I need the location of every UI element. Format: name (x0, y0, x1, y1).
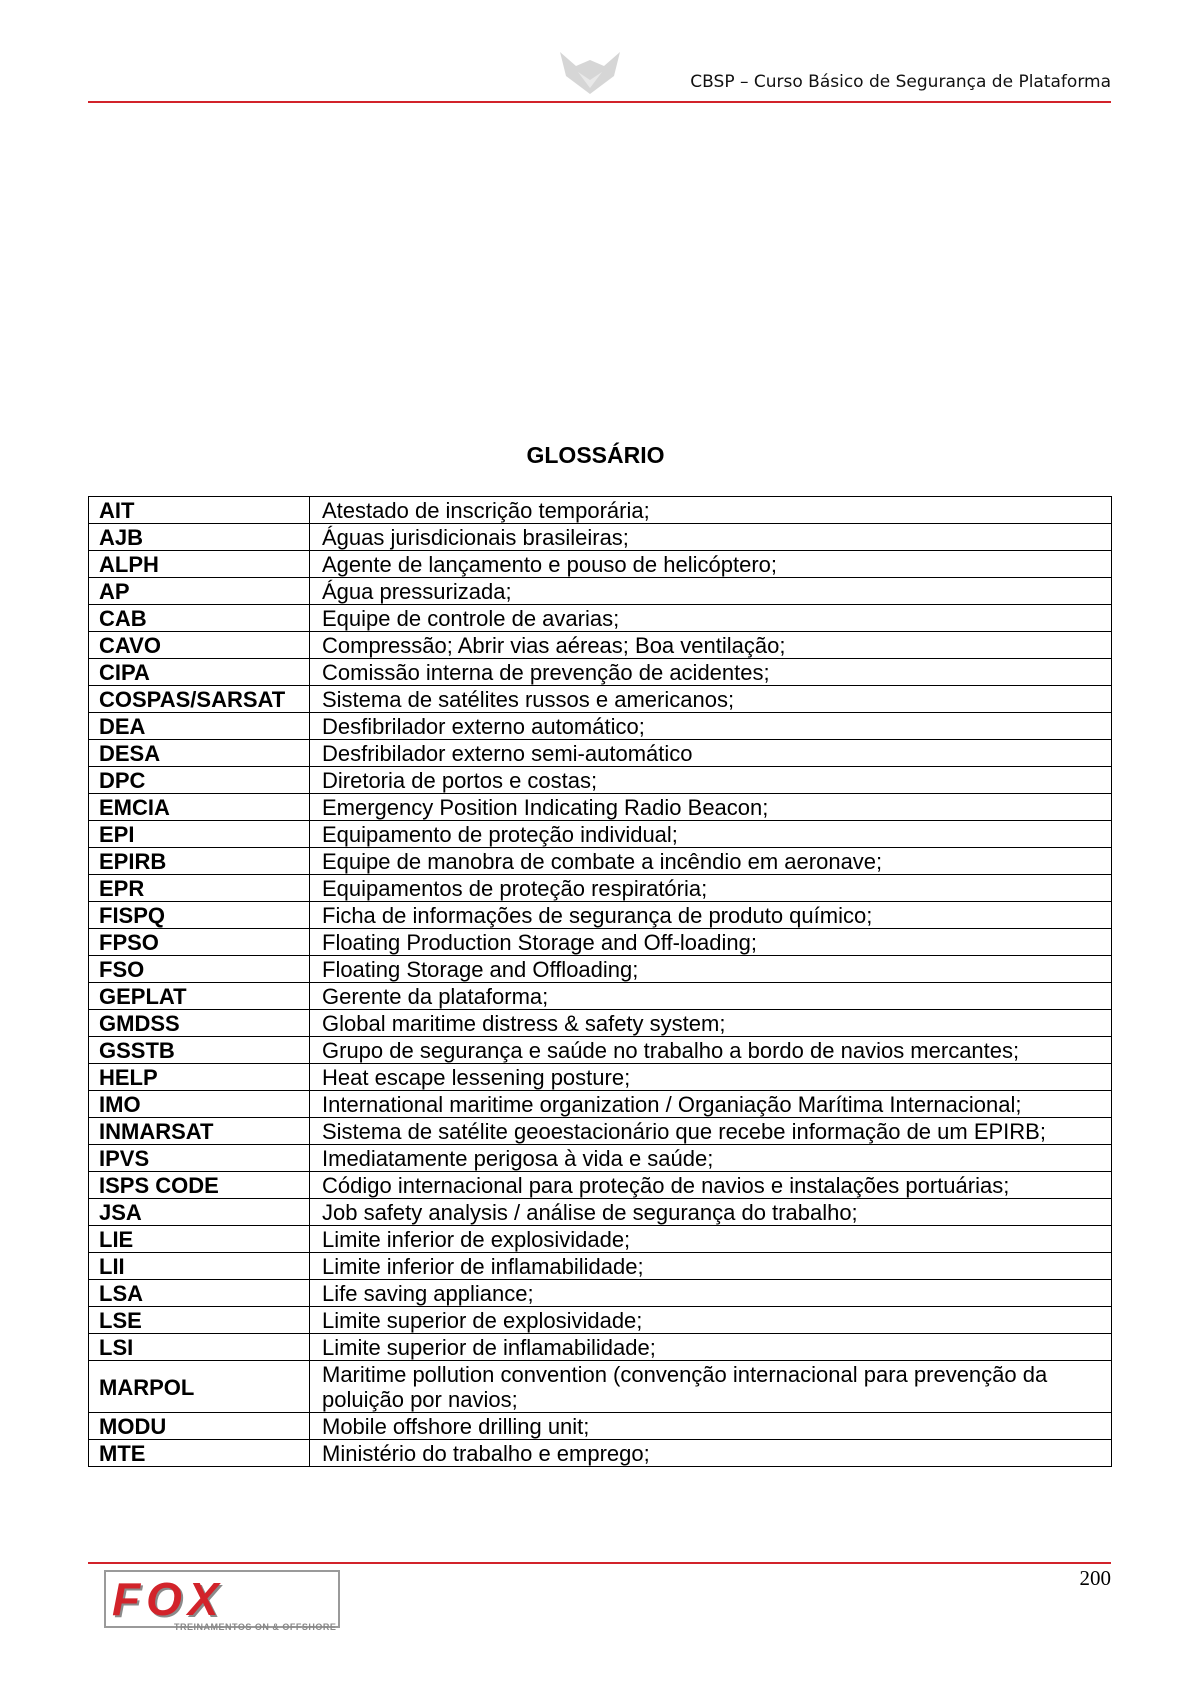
glossary-definition: Maritime pollution convention (convenção internacional para prevenção da poluição por navios; (310, 1361, 1112, 1413)
glossary-definition: Gerente da plataforma; (310, 983, 1112, 1010)
table-row (89, 1145, 1112, 1172)
glossary-term: DEA (89, 713, 310, 740)
glossary-definition: Ficha de informações de segurança de produto químico; (310, 902, 1112, 929)
fox-head-watermark-icon (556, 50, 624, 96)
glossary-term: AJB (89, 524, 310, 551)
glossary-term: CAVO (89, 632, 310, 659)
glossary-definition: Sistema de satélite geoestacionário que recebe informação de um EPIRB; (310, 1118, 1112, 1145)
glossary-term: COSPAS/SARSAT (89, 686, 310, 713)
table-row (89, 1010, 1112, 1037)
table-row (89, 875, 1112, 902)
glossary-definition: Desfribilador externo semi-automático (310, 740, 1112, 767)
table-row (89, 578, 1112, 605)
glossary-term: FPSO (89, 929, 310, 956)
glossary-term: HELP (89, 1064, 310, 1091)
logo-subtitle: TREINAMENTOS ON & OFFSHORE (174, 1622, 337, 1632)
footer-divider (88, 1562, 1111, 1564)
glossary-definition: Águas jurisdicionais brasileiras; (310, 524, 1112, 551)
glossary-definition: Compressão; Abrir vias aéreas; Boa ventilação; (310, 632, 1112, 659)
table-row (89, 524, 1112, 551)
glossary-definition: Floating Production Storage and Off-loading; (310, 929, 1112, 956)
glossary-definition: Agente de lançamento e pouso de helicóptero; (310, 551, 1112, 578)
glossary-term: FISPQ (89, 902, 310, 929)
glossary-term: AIT (89, 497, 310, 524)
fox-logo-icon (104, 1570, 344, 1632)
glossary-term: CAB (89, 605, 310, 632)
glossary-term: MODU (89, 1413, 310, 1440)
glossary-term: MARPOL (89, 1361, 310, 1413)
table-row (89, 1118, 1112, 1145)
glossary-definition: Água pressurizada; (310, 578, 1112, 605)
header-divider (88, 101, 1111, 103)
glossary-definition: Limite inferior de explosividade; (310, 1226, 1112, 1253)
glossary-definition: Desfibrilador externo automático; (310, 713, 1112, 740)
table-row (89, 1091, 1112, 1118)
table-row (89, 551, 1112, 578)
table-row (89, 1253, 1112, 1280)
glossary-definition: Comissão interna de prevenção de acidentes; (310, 659, 1112, 686)
glossary-term: LSA (89, 1280, 310, 1307)
glossary-definition: Imediatamente perigosa à vida e saúde; (310, 1145, 1112, 1172)
table-row (89, 1037, 1112, 1064)
glossary-definition: Limite inferior de inflamabilidade; (310, 1253, 1112, 1280)
glossary-term: EMCIA (89, 794, 310, 821)
glossary-definition: Limite superior de inflamabilidade; (310, 1334, 1112, 1361)
table-row (89, 497, 1112, 524)
glossary-term: DPC (89, 767, 310, 794)
glossary-term: ISPS CODE (89, 1172, 310, 1199)
glossary-definition: Life saving appliance; (310, 1280, 1112, 1307)
glossary-term: CIPA (89, 659, 310, 686)
glossary-definition: Equipamentos de proteção respiratória; (310, 875, 1112, 902)
table-row (89, 929, 1112, 956)
glossary-definition: Limite superior de explosividade; (310, 1307, 1112, 1334)
glossary-term: AP (89, 578, 310, 605)
glossary-term: LII (89, 1253, 310, 1280)
glossary-definition: Equipe de manobra de combate a incêndio em aeronave; (310, 848, 1112, 875)
table-row (89, 1280, 1112, 1307)
table-row (89, 1064, 1112, 1091)
glossary-definition: Atestado de inscrição temporária; (310, 497, 1112, 524)
table-row (89, 1334, 1112, 1361)
glossary-definition: Floating Storage and Offloading; (310, 956, 1112, 983)
table-row (89, 740, 1112, 767)
glossary-term: EPR (89, 875, 310, 902)
glossary-definition: Emergency Position Indicating Radio Beacon; (310, 794, 1112, 821)
glossary-term: LSE (89, 1307, 310, 1334)
table-row (89, 983, 1112, 1010)
table-row (89, 1199, 1112, 1226)
table-row (89, 605, 1112, 632)
glossary-definition: Diretoria de portos e costas; (310, 767, 1112, 794)
table-row (89, 1413, 1112, 1440)
table-row (89, 902, 1112, 929)
table-row (89, 956, 1112, 983)
glossary-term: ALPH (89, 551, 310, 578)
glossary-term: LSI (89, 1334, 310, 1361)
table-row (89, 1226, 1112, 1253)
glossary-definition: Job safety analysis / análise de segurança do trabalho; (310, 1199, 1112, 1226)
glossary-definition: Equipe de controle de avarias; (310, 605, 1112, 632)
table-row (89, 794, 1112, 821)
glossary-term: LIE (89, 1226, 310, 1253)
table-row (89, 767, 1112, 794)
table-row (89, 1361, 1112, 1413)
table-row (89, 821, 1112, 848)
header-title: CBSP – Curso Básico de Segurança de Plataforma (690, 72, 1111, 92)
glossary-term: FSO (89, 956, 310, 983)
glossary-definition: Global maritime distress & safety system; (310, 1010, 1112, 1037)
logo-text: FOX (112, 1573, 225, 1625)
page-title: GLOSSÁRIO (526, 442, 665, 468)
glossary-term: INMARSAT (89, 1118, 310, 1145)
table-row (89, 1307, 1112, 1334)
table-row (89, 632, 1112, 659)
glossary-definition: Heat escape lessening posture; (310, 1064, 1112, 1091)
glossary-definition: Código internacional para proteção de navios e instalações portuárias; (310, 1172, 1112, 1199)
table-row (89, 659, 1112, 686)
glossary-term: DESA (89, 740, 310, 767)
glossary-definition: Equipamento de proteção individual; (310, 821, 1112, 848)
glossary-term: JSA (89, 1199, 310, 1226)
table-row (89, 848, 1112, 875)
table-row (89, 1440, 1112, 1467)
glossary-definition: Ministério do trabalho e emprego; (310, 1440, 1112, 1467)
table-row (89, 686, 1112, 713)
glossary-definition: International maritime organization / Organiação Marítima Internacional; (310, 1091, 1112, 1118)
glossary-term: IMO (89, 1091, 310, 1118)
glossary-term: EPIRB (89, 848, 310, 875)
page-number: 200 (1079, 1566, 1111, 1590)
glossary-definition: Mobile offshore drilling unit; (310, 1413, 1112, 1440)
glossary-definition: Grupo de segurança e saúde no trabalho a bordo de navios mercantes; (310, 1037, 1112, 1064)
glossary-table (88, 496, 1112, 1467)
glossary-term: GEPLAT (89, 983, 310, 1010)
glossary-definition: Sistema de satélites russos e americanos; (310, 686, 1112, 713)
glossary-term: GSSTB (89, 1037, 310, 1064)
table-row (89, 1172, 1112, 1199)
glossary-term: IPVS (89, 1145, 310, 1172)
glossary-term: MTE (89, 1440, 310, 1467)
glossary-term: GMDSS (89, 1010, 310, 1037)
table-row (89, 713, 1112, 740)
glossary-term: EPI (89, 821, 310, 848)
